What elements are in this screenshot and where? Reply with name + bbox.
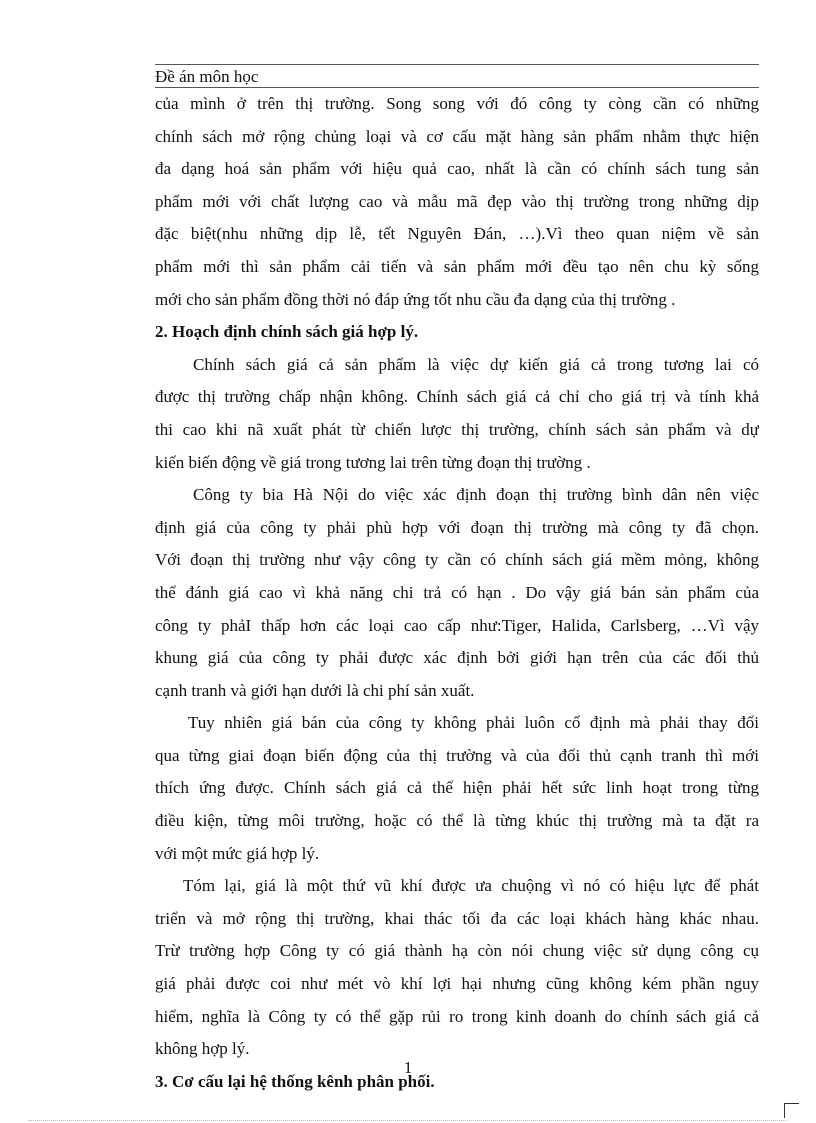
text-line: đa dạng hoá sản phẩm với hiệu quả cao, nhất là cần có chính sách tung sản <box>155 159 759 179</box>
text-line: Công ty bia Hà Nội do việc xác định đoạn thị trường bình dân nên việc <box>193 485 759 505</box>
text-line: mới cho sản phẩm đồng thời nó đáp ứng tốt nhu cầu đa dạng của thị trường . <box>155 289 676 309</box>
text-line: Với đoạn thị trường như vậy công ty cần có chính sách giá mềm mỏng, không <box>155 550 759 570</box>
text-line: hiểm, nghĩa là Công ty có thể gặp rủi ro trong kinh doanh do chính sách giá cả <box>155 1006 759 1026</box>
body-text <box>155 88 759 1098</box>
text-line: Chính sách giá cả sản phẩm là việc dự kiến giá cả trong tương lai có <box>193 354 759 374</box>
text-line: phẩm mới thì sản phẩm cải tiến và sản phẩm mới đều tạo nên chu kỳ sống <box>155 256 759 276</box>
text-line: Tóm lại, giá là một thứ vũ khí được ưa chuộng vì nó có hiệu lực để phát <box>183 876 759 896</box>
section-heading: 2. Hoạch định chính sách giá hợp lý. <box>155 322 419 342</box>
text-line: không hợp lý. <box>155 1039 250 1059</box>
text-line: công ty phảI thấp hơn các loại cao cấp như:Tiger, Halida, Carlsberg, …Vì vậy <box>155 615 759 635</box>
text-line: khung giá của công ty phải được xác định bởi giới hạn trên của các đối thủ <box>155 648 759 668</box>
text-line: thi cao khi nã xuất phát từ chiến lược thị trường, chính sách sản phẩm và dự <box>155 419 759 439</box>
text-line: thích ứng được. Chính sách giá cả thể hiện phải hết sức linh hoạt trong từng <box>155 778 759 798</box>
text-line: Tuy nhiên giá bán của công ty không phải luôn cố định mà phải thay đổi <box>188 713 759 733</box>
text-line: được thị trường chấp nhận không. Chính sách giá cả chỉ cho giá trị và tính khả <box>155 387 759 407</box>
page-header <box>155 64 759 88</box>
text-line: qua từng giai đoạn biến động của thị trường và của đối thủ cạnh tranh thì mới <box>155 745 759 765</box>
text-line: cạnh tranh và giới hạn dưới là chi phí sản xuất. <box>155 680 475 700</box>
text-line: đặc biệt(nhu những dịp lễ, tết Nguyên Đán, …).Vì theo quan niệm về sản <box>155 224 759 244</box>
text-line: với một mức giá hợp lý. <box>155 843 320 863</box>
text-line: điều kiện, từng môi trường, hoặc có thể là từng khúc thị trường mà ta đặt ra <box>155 811 759 831</box>
text-line: Trừ trường hợp Công ty có giá thành hạ còn nói chung việc sử dụng công cụ <box>155 941 759 961</box>
corner-crop-mark <box>784 1103 799 1118</box>
text-line: chính sách mở rộng chủng loại và cơ cấu mặt hàng sản phẩm nhằm thực hiện <box>155 126 759 146</box>
bottom-dotted-rule <box>28 1120 786 1121</box>
page-number: 1 <box>403 1058 413 1077</box>
text-line: định giá của công ty phải phù hợp với đoạn thị trường mà công ty đã chọn. <box>155 517 759 537</box>
text-line: giá phải được coi như mét vò khí lợi hại nhưng cũng không kém phần nguy <box>155 974 759 994</box>
text-line: phẩm mới với chất lượng cao và mẫu mã đẹp vào thị trường trong những dịp <box>155 191 759 211</box>
section-heading: 3. Cơ cấu lại hệ thống kênh phân phối. <box>155 1071 435 1091</box>
header-title: Đề án môn học <box>155 67 259 86</box>
text-line: kiến biến động về giá trong tương lai trên từng đoạn thị trường . <box>155 452 591 472</box>
text-line: của mình ở trên thị trường. Song song với đó công ty còng cần có những <box>155 94 759 113</box>
text-line: thể đánh giá cao vì khả năng chi trả có hạn . Do vậy giá bán sản phẩm của <box>155 582 759 602</box>
text-line: triển và mở rộng thị trường, khai thác tối đa các loại khách hàng khác nhau. <box>155 908 759 928</box>
